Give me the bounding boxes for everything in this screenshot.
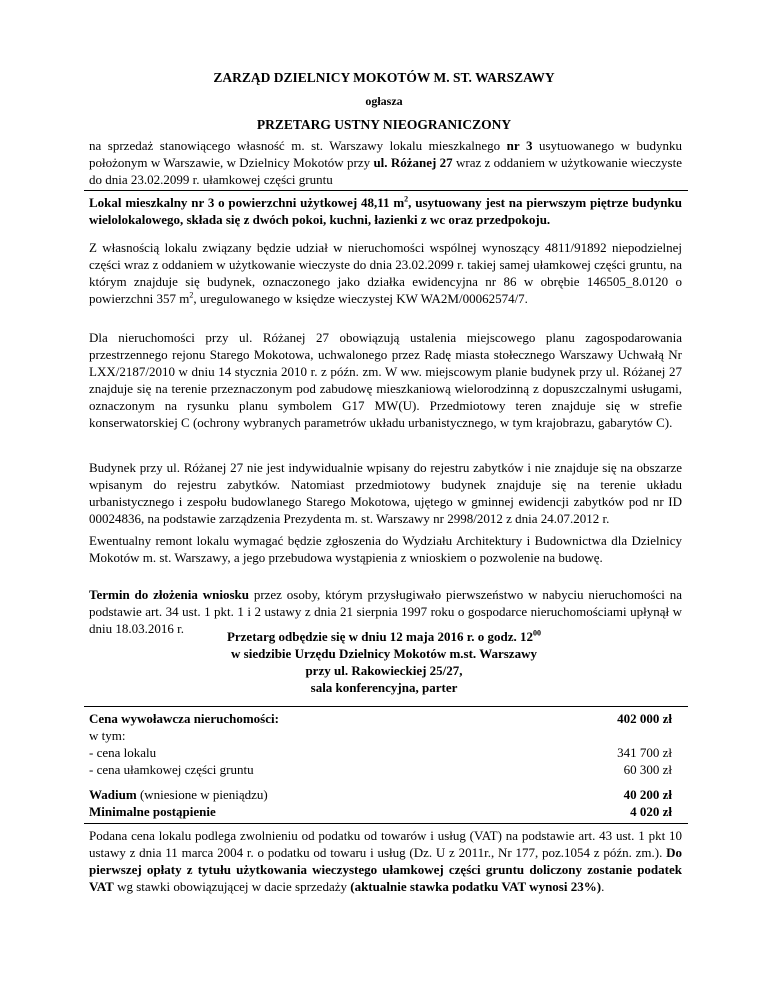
- price-label: Cena wywoławcza nieruchomości:: [89, 711, 279, 726]
- min-bid-row: [89, 803, 682, 820]
- price-row: [89, 710, 682, 727]
- deposit-row: [89, 786, 682, 803]
- deposit-note: (wniesione w pieniądzu): [136, 787, 268, 802]
- min-bid-value: 4 020 zł: [630, 804, 672, 819]
- tender-title: PRZETARG USTNY NIEOGRANICZONY: [256, 117, 512, 132]
- deadline-paragraph: Termin do złożenia wniosku przez osoby, którym przysługiwało pierwszeństwo w nabyciu nieruchomości na podstawie art. 34 ust. 1 pkt. 1 i 2 ustawy z dnia 21 sierpnia 1997 roku o gospodarce nieruchomościami upłynął w dniu 18.03.2016 r.: [89, 587, 682, 636]
- unit-price-label: - cena lokalu: [89, 745, 157, 760]
- price-incl-row: [89, 727, 682, 744]
- unit-price-value: 341 700 zł: [617, 745, 672, 760]
- unit-description: Lokal mieszkalny nr 3 o powierzchni użytkowej 48,11 $m^2$, usytuowany jest na pierwszym piętrze budynku wielolokalowego, składa się z dwóch pokoi, kuchni, łazienki z wc oraz przedpokoju.: [89, 194, 682, 227]
- monuments-paragraph: Budynek przy ul. Różanej 27 nie jest indywidualnie wpisany do rejestru zabytków i nie znajduje się na obszarze wpisanym do rejestru zabytków. Natomiast przedmiotowy budynek znajduje się na terenie układu urbanistycznego i zespołu budowlanego Starego Mokotowa, ujętego w gminnej ewidencji zabytków pod nr ID 00024836, na podstawie zarządzenia Prezydenta m. st. Warszawy nr 2998/2012 z dnia 24.07.2012 r.: [89, 460, 682, 526]
- unit-price-row: [89, 744, 682, 761]
- price-value: 402 000 zł: [617, 711, 672, 726]
- office-title: ZARZĄD DZIELNICY MOKOTÓW M. ST. WARSZAWY: [213, 70, 555, 85]
- divider-line: [84, 190, 688, 191]
- deposit-label: Wadium: [89, 787, 137, 802]
- auction-address: przy ul. Rakowieckiej 25/27,: [305, 663, 463, 678]
- share-paragraph: Z własnością lokalu związany będzie udział w nieruchomości wspólnej wynoszący 4811/91892 niepodzielnej części wraz z oddaniem w użytkowanie wieczyste do dnia 23.02.2099 r. takiej samej ułamkowej części gruntu, na którym znajduje się budynek, oznaczonego jako działka ewidencyjna nr 86 w obrębie 146505_8.0120 o powierzchni 357 $m^2$, uregulowanego w księdze wieczystej KW WA2M/00062574/7.: [89, 240, 682, 306]
- prices-top-line: [84, 706, 688, 707]
- min-bid-label: Minimalne postąpienie: [89, 804, 216, 819]
- auction-room: sala konferencyjna, parter: [310, 680, 458, 695]
- vat-paragraph: Podana cena lokalu podlega zwolnieniu od podatku od towarów i usług (VAT) na podstawie art. 43 ust. 1 pkt 10 ustawy z dnia 11 marca 2004 r. o podatku od towaru i usług (Dz. U z 2011r., Nr 177, poz.1054 z późn. zm.). Do pierwszej opłaty z tytułu użytkowania wieczystego ułamkowej części gruntu doliczony zostanie podatek VAT wg stawki obowiązującej w dacie sprzedaży (aktualnie stawka podatku VAT wynosi 23%).: [89, 828, 682, 894]
- deposit-value: 40 200 zł: [623, 787, 672, 802]
- price-incl-label: w tym:: [89, 728, 126, 743]
- renovation-paragraph: Ewentualny remont lokalu wymagać będzie zgłoszenia do Wydziału Architektury i Budownictwa dla Dzielnicy Mokotów m. st. Warszawy, a jego przebudowa wystąpienia z wnioskiem o pozwolenie na budowę.: [89, 533, 682, 565]
- land-price-value: 60 300 zł: [623, 762, 672, 777]
- land-price-row: [89, 761, 682, 778]
- auction-venue: w siedzibie Urzędu Dzielnicy Mokotów m.st. Warszawy: [231, 646, 537, 661]
- zoning-paragraph: Dla nieruchomości przy ul. Różanej 27 obowiązują ustalenia miejscowego planu zagospodarowania przestrzennego rejonu Starego Mokotowa, uchwalonego przez Radę miasta stołecznego Warszawy Uchwałą Nr LXX/2187/2010 w dniu 14 stycznia 2010 r. z późn. zm. W ww. miejscowym planie budynek przy ul. Różanej 27 znajduje się na terenie przeznaczonym pod zabudowę mieszkaniową wielorodzinną z dopuszczalnymi usługami, oznaczonym na rysunku planu symbolem G17 MW(U). Przedmiotowy teren znajduje się w strefie konserwatorskiej C (ochrony wybranych parametrów układu urbanistycznego, w tym krajobrazu, gabarytów C).: [89, 330, 682, 430]
- land-price-label: - cena ułamkowej części gruntu: [89, 762, 254, 777]
- prices-bottom-line: [84, 823, 688, 824]
- announces-label: ogłasza: [365, 94, 403, 108]
- intro-paragraph: na sprzedaż stanowiącego własność m. st. Warszawy lokalu mieszkalnego nr 3 usytuowanego w budynku położonym w Warszawie, w Dzielnicy Mokotów przy ul. Różanej 27 wraz z oddaniem w użytkowanie wieczyste do dnia 23.02.2099 r. ułamkowej części gruntu: [89, 138, 682, 187]
- auction-date: Przetarg odbędzie się w dniu 12 maja 2016 r. o godz. $12^{00}$: [226, 628, 542, 644]
